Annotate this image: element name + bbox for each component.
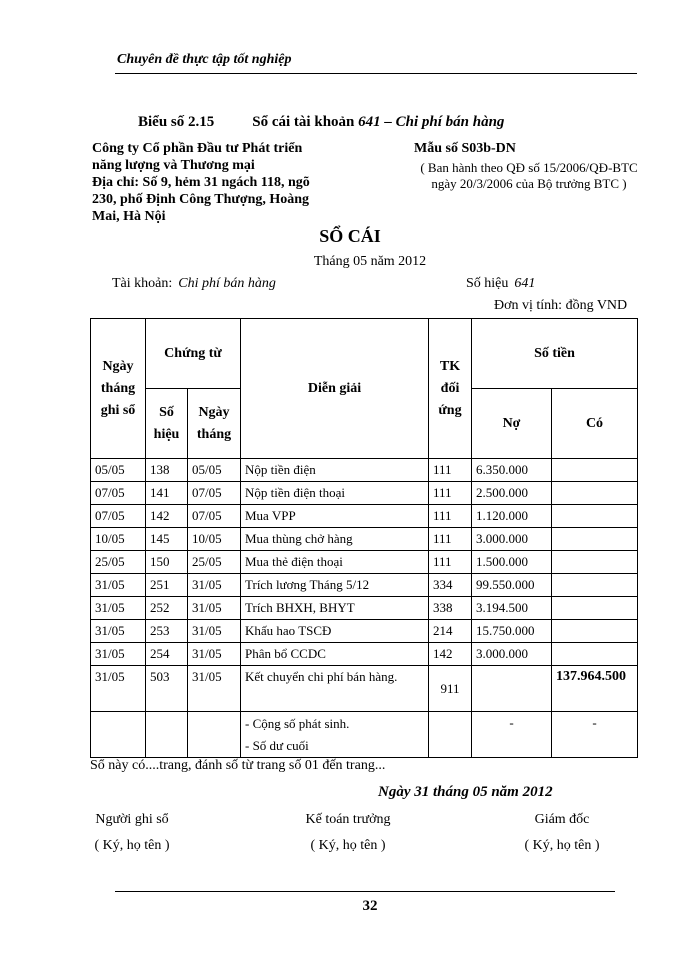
figure-title-prefix: Sổ cái tài khoản (252, 114, 359, 130)
table-row (91, 620, 638, 643)
account-number-line (466, 276, 535, 292)
cell-description: Mua thùng chở hàng (241, 528, 429, 551)
cell-record-date: 07/05 (91, 482, 146, 505)
header-credit: Có (552, 389, 638, 459)
header-counter-account: TK đối ứng (429, 319, 472, 459)
cell-empty (146, 712, 188, 758)
cell-description: Trích lương Tháng 5/12 (241, 574, 429, 597)
cell-voucher-date: 31/05 (188, 643, 241, 666)
figure-label: Biểu số 2.15 (138, 114, 215, 130)
cell-voucher-no: 503 (146, 666, 188, 712)
page-number: 32 (362, 898, 378, 914)
cell-voucher-no: 252 (146, 597, 188, 620)
header-debit: Nợ (472, 389, 552, 459)
cell-credit (552, 597, 638, 620)
cell-voucher-no: 150 (146, 551, 188, 574)
table-row (91, 574, 638, 597)
header-record-date: Ngày tháng ghi sổ (91, 319, 146, 459)
table-row (91, 597, 638, 620)
ledger-table (90, 318, 638, 758)
cell-voucher-date: 31/05 (188, 597, 241, 620)
cell-credit (552, 620, 638, 643)
company-line: năng lượng và Thương mại (92, 158, 255, 173)
sign-date: Ngày 31 tháng 05 năm 2012 (378, 784, 553, 800)
form-note-line: ngày 20/3/2006 của Bộ trưởng BTC ) (431, 176, 627, 191)
cell-description: Mua thẻ điện thoại (241, 551, 429, 574)
cell-description: Phân bổ CCDC (241, 643, 429, 666)
table-row (91, 482, 638, 505)
account-name: Chi phí bán hàng (178, 276, 276, 291)
cell-record-date: 31/05 (91, 643, 146, 666)
cell-record-date: 07/05 (91, 505, 146, 528)
cell-credit (552, 574, 638, 597)
cell-credit (552, 551, 638, 574)
cell-credit: 137.964.500 (552, 666, 638, 712)
running-header: Chuyên đề thực tập tốt nghiệp (117, 52, 292, 67)
cell-voucher-date: 07/05 (188, 505, 241, 528)
company-line: Địa chỉ: Số 9, hẻm 31 ngách 118, ngõ (92, 175, 310, 190)
cell-voucher-no: 253 (146, 620, 188, 643)
cell-voucher-no: 138 (146, 459, 188, 482)
form-code: Mẫu số S03b-DN (414, 141, 516, 156)
cell-voucher-no: 142 (146, 505, 188, 528)
cell-counter-account: 338 (429, 597, 472, 620)
account-number-label: Số hiệu (466, 276, 509, 291)
table-row (91, 505, 638, 528)
cell-empty (91, 712, 146, 758)
company-line: Công ty Cổ phần Đầu tư Phát triển (92, 141, 303, 156)
cell-debit (472, 666, 552, 712)
ledger-title: SỔ CÁI (319, 226, 381, 246)
cell-record-date: 31/05 (91, 666, 146, 712)
company-line: 230, phố Định Công Thượng, Hoàng (92, 192, 310, 207)
cell-voucher-date: 31/05 (188, 620, 241, 643)
cell-voucher-date: 31/05 (188, 574, 241, 597)
signer-note-recorder: ( Ký, họ tên ) (94, 838, 170, 853)
cell-debit: 3.194.500 (472, 597, 552, 620)
cell-summary-description (241, 712, 429, 758)
cell-record-date: 31/05 (91, 620, 146, 643)
account-label: Tài khoản: (112, 276, 173, 291)
cell-record-date: 10/05 (91, 528, 146, 551)
header-rule (115, 73, 637, 74)
cell-credit (552, 528, 638, 551)
cell-debit: 99.550.000 (472, 574, 552, 597)
ledger-period: Tháng 05 năm 2012 (313, 254, 427, 269)
cell-debit: 1.120.000 (472, 505, 552, 528)
table-row (91, 459, 638, 482)
company-info (92, 140, 352, 225)
cell-record-date: 31/05 (91, 574, 146, 597)
header-amount: Số tiền (472, 319, 638, 389)
account-number: 641 (514, 276, 536, 291)
cell-voucher-no: 251 (146, 574, 188, 597)
cell-empty (188, 712, 241, 758)
cell-counter-account: 111 (429, 551, 472, 574)
cell-description: Khấu hao TSCĐ (241, 620, 429, 643)
cell-voucher-date: 05/05 (188, 459, 241, 482)
signer-role-director: Giám đốc (534, 812, 590, 827)
table-row (91, 528, 638, 551)
cell-voucher-no: 145 (146, 528, 188, 551)
cell-counter-account: 111 (429, 459, 472, 482)
table-row (91, 551, 638, 574)
cell-description: Nộp tiền điện (241, 459, 429, 482)
form-note-line: ( Ban hành theo QĐ số 15/2006/QĐ-BTC (420, 160, 638, 175)
header-description: Diễn giải (241, 319, 429, 459)
table-row-closing (91, 666, 638, 712)
cell-credit (552, 505, 638, 528)
signer-role-chief-accountant: Kế toán trưởng (305, 812, 391, 827)
unit-label: Đơn vị tính: đồng VND (494, 298, 628, 313)
table-row-summary (91, 712, 638, 758)
ledger-page-note: Sổ này có....trang, đánh số từ trang số 01 đến trang... (90, 758, 386, 773)
cell-voucher-date: 25/05 (188, 551, 241, 574)
summary-total-label: - Cộng số phát sinh. (245, 715, 350, 731)
header-voucher-no: Số hiệu (146, 389, 188, 459)
cell-record-date: 25/05 (91, 551, 146, 574)
cell-description: Mua VPP (241, 505, 429, 528)
cell-debit: 6.350.000 (472, 459, 552, 482)
form-note (395, 160, 663, 192)
cell-voucher-no: 254 (146, 643, 188, 666)
cell-debit: 15.750.000 (472, 620, 552, 643)
cell-voucher-date: 07/05 (188, 482, 241, 505)
cell-summary-credit: - (552, 712, 638, 758)
signer-role-recorder: Người ghi sổ (95, 812, 169, 827)
cell-counter-account: 111 (429, 505, 472, 528)
cell-credit (552, 459, 638, 482)
cell-voucher-date: 31/05 (188, 666, 241, 712)
cell-voucher-date: 10/05 (188, 528, 241, 551)
cell-credit (552, 482, 638, 505)
cell-debit: 3.000.000 (472, 528, 552, 551)
cell-voucher-no: 141 (146, 482, 188, 505)
footer-rule (115, 891, 615, 892)
cell-debit: 3.000.000 (472, 643, 552, 666)
figure-title-italic: 641 – Chi phí bán hàng (358, 114, 505, 130)
header-voucher: Chứng từ (146, 319, 241, 389)
cell-counter-account: 214 (429, 620, 472, 643)
signer-note-director: ( Ký, họ tên ) (524, 838, 600, 853)
account-line (112, 276, 276, 292)
cell-counter-account: 142 (429, 643, 472, 666)
signer-note-chief-accountant: ( Ký, họ tên ) (310, 838, 386, 853)
cell-record-date: 31/05 (91, 597, 146, 620)
cell-counter-account: 111 (429, 482, 472, 505)
summary-ending-label: - Số dư cuối (245, 737, 309, 753)
table-row (91, 643, 638, 666)
cell-summary-debit: - (472, 712, 552, 758)
cell-debit: 2.500.000 (472, 482, 552, 505)
cell-description: Kết chuyển chi phí bán hàng. (241, 666, 429, 712)
cell-description: Nộp tiền điện thoại (241, 482, 429, 505)
cell-description: Trích BHXH, BHYT (241, 597, 429, 620)
cell-credit (552, 643, 638, 666)
company-line: Mai, Hà Nội (92, 209, 166, 224)
cell-empty (429, 712, 472, 758)
header-voucher-date: Ngày tháng (188, 389, 241, 459)
cell-record-date: 05/05 (91, 459, 146, 482)
cell-debit: 1.500.000 (472, 551, 552, 574)
figure-title (138, 114, 504, 131)
cell-counter-account: 334 (429, 574, 472, 597)
cell-counter-account: 111 (429, 528, 472, 551)
cell-counter-account: 911 (429, 666, 472, 712)
